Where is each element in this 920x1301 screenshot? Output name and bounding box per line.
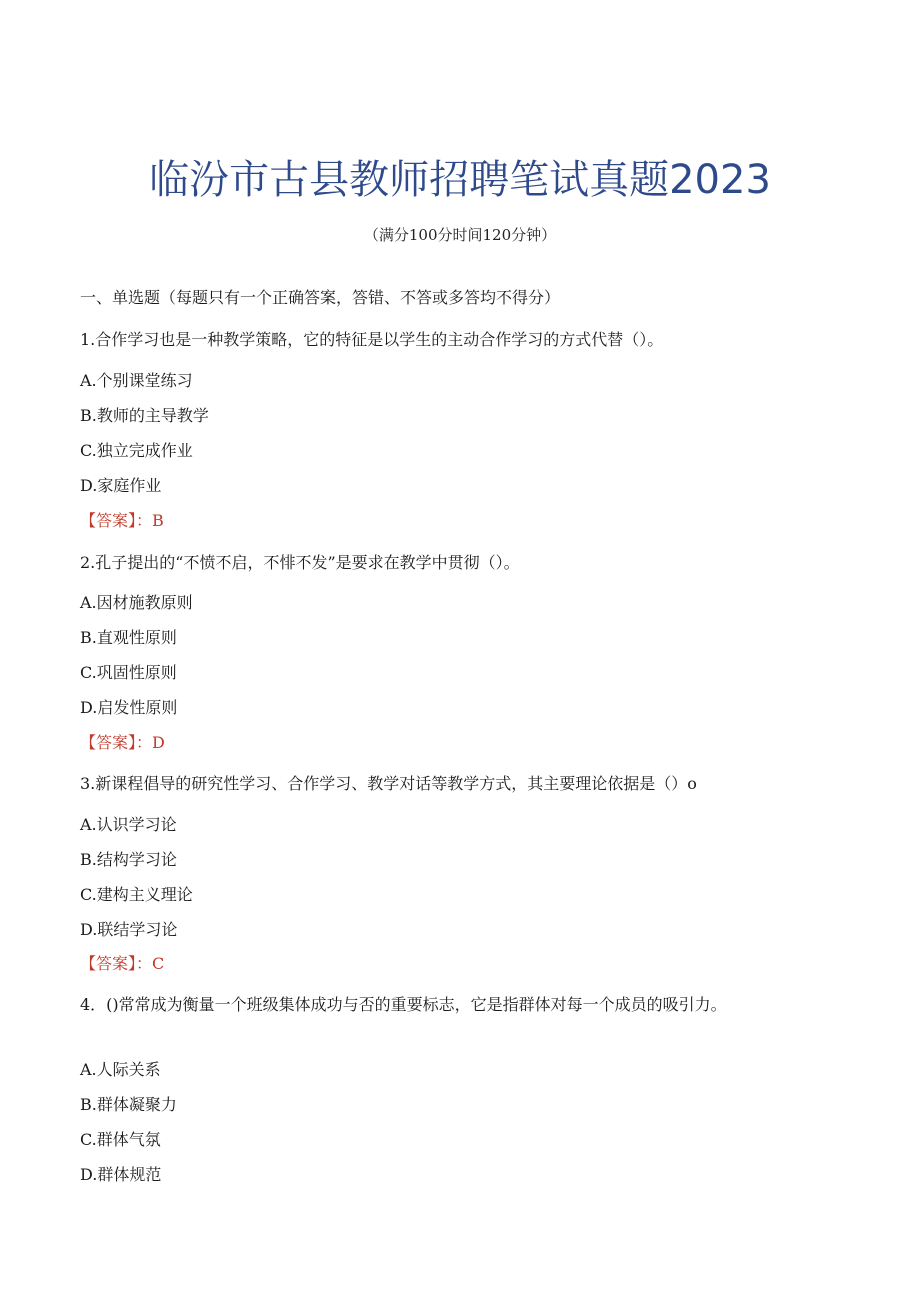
question-option: B.结构学习论 <box>80 850 177 869</box>
page-subtitle: （满分100分时间120分钟） <box>363 226 557 244</box>
question-option: A.个别课堂练习 <box>80 371 193 390</box>
question-option: C.群体气氛 <box>80 1130 161 1149</box>
question-stem: 1.合作学习也是一种教学策略，它的特征是以学生的主动合作学习的方式代替（）。 <box>80 330 664 349</box>
answer-line <box>80 731 840 755</box>
answer-label: 【答案】： <box>80 733 153 752</box>
question-option: B.教师的主导教学 <box>80 406 209 425</box>
answer-line <box>80 952 840 976</box>
question-option: A.因材施教原则 <box>80 593 193 612</box>
question-option: D.群体规范 <box>80 1165 162 1184</box>
question-option: B.群体凝聚力 <box>80 1095 177 1114</box>
answer-label: 【答案】： <box>80 954 153 973</box>
question-stem: 3.新课程倡导的研究性学习、合作学习、教学对话等教学方式，其主要理论依据是（）o <box>80 774 697 793</box>
answer-label: 【答案】： <box>80 511 153 530</box>
question-option: C.巩固性原则 <box>80 663 177 682</box>
section-heading: 一、单选题（每题只有一个正确答案，答错、不答或多答均不得分） <box>80 288 561 307</box>
question-option: A.人际关系 <box>80 1060 161 1079</box>
answer-line <box>80 509 840 533</box>
question-option: A.认识学习论 <box>80 815 177 834</box>
answer-value: D <box>152 733 165 752</box>
question-stem: 2.孔子提出的“不愤不启，不悱不发”是要求在教学中贯彻（）。 <box>80 553 520 572</box>
question-option: D.家庭作业 <box>80 476 162 495</box>
question-option: D.联结学习论 <box>80 920 178 939</box>
answer-value: B <box>152 511 164 530</box>
question-option: C.独立完成作业 <box>80 441 193 460</box>
page-title: 临汾市古县教师招聘笔试真题2023 <box>149 157 771 203</box>
question-option: B.直观性原则 <box>80 628 177 647</box>
question-stem: 4．()常常成为衡量一个班级集体成功与否的重要标志，它是指群体对每一个成员的吸引力。 <box>80 995 727 1014</box>
question-option: C.建构主义理论 <box>80 885 193 904</box>
answer-value: C <box>152 954 165 973</box>
question-option: D.启发性原则 <box>80 698 178 717</box>
